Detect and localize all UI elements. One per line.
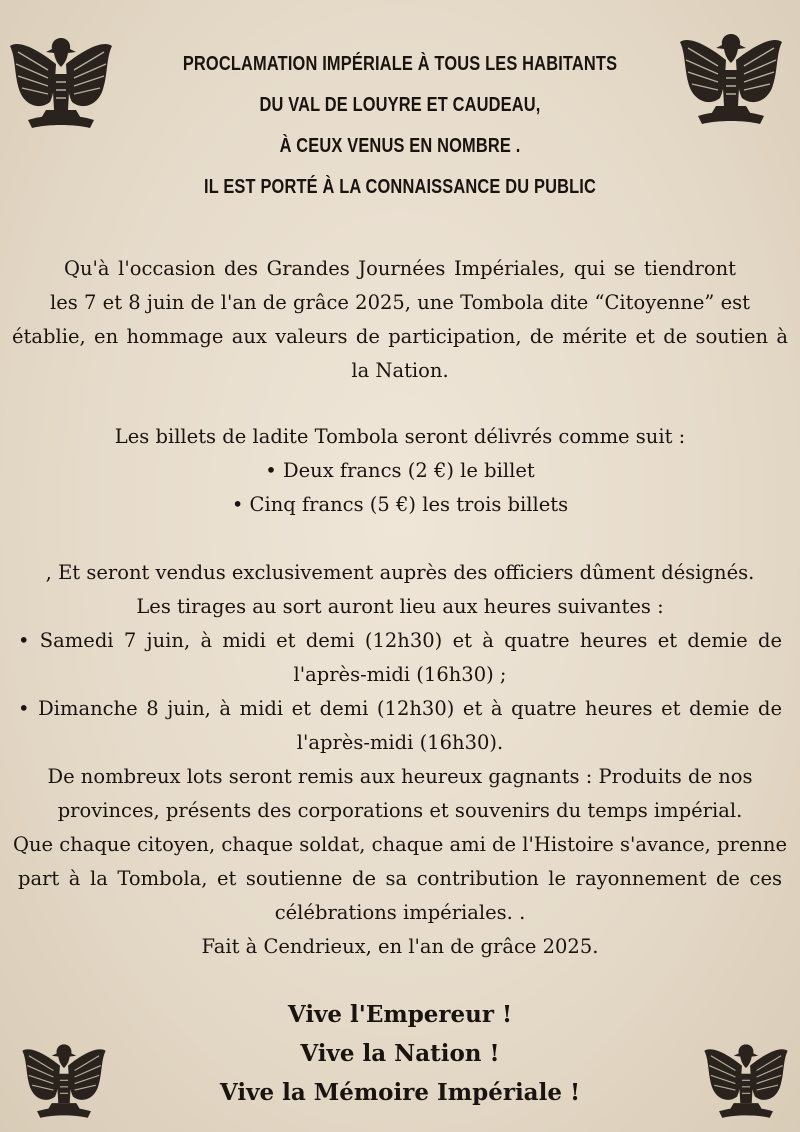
- intro-line: la Nation.: [351, 359, 449, 382]
- draw-saturday-time: l'après-midi (16h30) ;: [293, 663, 507, 686]
- header-line: À CEUX VENUS EN NOMBRE .: [279, 135, 521, 157]
- intro-paragraph: [0, 252, 800, 388]
- imperial-eagle-icon: [6, 18, 116, 138]
- header-line: IL EST PORTÉ À LA CONNAISSANCE DU PUBLIC: [204, 176, 596, 198]
- appeal-line: part à la Tombola, et soutienne de sa contribution le rayonnement de ces: [18, 867, 782, 890]
- draw-sunday-time: l'après-midi (16h30).: [296, 731, 504, 754]
- cheer-line: Vive l'Empereur !: [287, 1001, 513, 1028]
- draws-paragraph: [0, 556, 800, 964]
- ticket-option: • Cinq francs (5 €) les trois billets: [231, 493, 569, 516]
- prizes-line: provinces, présents des corporations et souvenirs du temps impérial.: [57, 799, 743, 822]
- appeal-line: célébrations impériales. .: [274, 901, 526, 924]
- draws-intro: Les tirages au sort auront lieu aux heures suivantes :: [136, 595, 664, 618]
- closing-cheers: [0, 995, 800, 1112]
- ticket-option: • Deux francs (2 €) le billet: [265, 459, 535, 482]
- signature-line: Fait à Cendrieux, en l'an de grâce 2025.: [201, 935, 599, 958]
- intro-line: établie, en hommage aux valeurs de participation, de mérite et de soutien à: [12, 325, 788, 348]
- intro-line: les 7 et 8 juin de l'an de grâce 2025, une Tombola dite “Citoyenne” est: [50, 291, 750, 314]
- header-line: PROCLAMATION IMPÉRIALE À TOUS LES HABITANTS: [182, 53, 618, 75]
- draw-sunday: • Dimanche 8 juin, à midi et demi (12h30) et à quatre heures et demie de: [18, 697, 782, 720]
- vendors-line: , Et seront vendus exclusivement auprès des officiers dûment désignés.: [45, 561, 755, 584]
- appeal-line: Que chaque citoyen, chaque soldat, chaque ami de l'Histoire s'avance, prenne: [12, 833, 788, 856]
- prizes-line: De nombreux lots seront remis aux heureux gagnants : Produits de nos: [47, 765, 753, 788]
- cheer-line: Vive la Mémoire Impériale !: [219, 1079, 581, 1106]
- ticket-prices: [0, 420, 800, 522]
- intro-line: Qu'à l'occasion des Grandes Journées Impériales, qui se tiendront: [64, 257, 736, 280]
- header-line: DU VAL DE LOUYRE ET CAUDEAU,: [259, 94, 541, 116]
- cheer-line: Vive la Nation !: [300, 1040, 500, 1067]
- proclamation-header: [170, 44, 629, 208]
- draw-saturday: • Samedi 7 juin, à midi et demi (12h30) et à quatre heures et demie de: [18, 629, 782, 652]
- ticket-intro: Les billets de ladite Tombola seront délivrés comme suit :: [114, 425, 686, 448]
- imperial-eagle-icon: [676, 14, 786, 134]
